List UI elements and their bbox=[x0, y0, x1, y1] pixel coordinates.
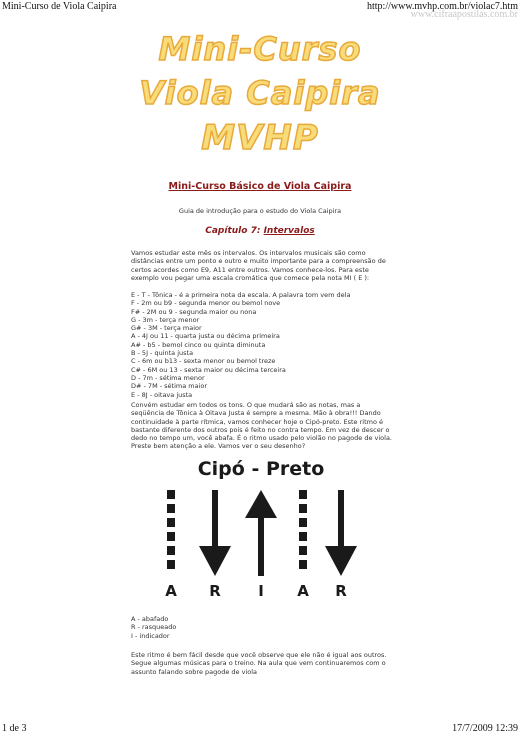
print-header-title: Mini-Curso de Viola Caipira bbox=[2, 1, 117, 12]
chapter-heading bbox=[0, 226, 520, 236]
interval-item: F - 2m ou b9 - segunda menor ou bemol nove bbox=[131, 299, 281, 308]
up-arrow-icon bbox=[245, 490, 277, 576]
legend-item: R - rasqueado bbox=[131, 623, 177, 632]
print-timestamp: 17/7/2009 12:39 bbox=[452, 723, 518, 734]
legend-item: A - abafado bbox=[131, 615, 169, 623]
closing-paragraph: Este ritmo é bem fácil desde que você observe que ele não é igual aos outros. Segue algumas músicas para o treino. Na aula que vem continuaremos com o assunto falando sobre pagode de viola bbox=[131, 651, 387, 676]
rhythm-paragraph: Convém estudar em todos os tons. O que mudará são as notas, mas a seqüência de Tônica à Oitava Justa é sempre a mesma. Mão à obra!!! Dando continuidade à parte rítmica, vamos conhecer hoje o Cipó-preto. Este ritmo é bastante diferente dos outros pois é feito no contra tempo. Em vez de descer o dedo no tempo um, você abafa. É o ritmo usado pelo violão no pagode de viola. Preste bem atenção a ele. Vamos ver o seu desenho? bbox=[131, 401, 392, 451]
down-arrow-icon bbox=[325, 490, 357, 576]
down-arrow-icon bbox=[199, 490, 231, 576]
intro-paragraph: Vamos estudar este mês os intervalos. Os intervalos musicais são como distâncias entre um ponto e outro e muito importante para a compreensão de certos acordes como E9, A11 entre outros. Vamos conhece-los. Para este exemplo vou pegar uma escala cromática que comece pela nota MI ( E ): bbox=[131, 249, 386, 282]
interval-item: E - 8J - oitava justa bbox=[131, 390, 193, 399]
dashed-bar-left bbox=[167, 490, 175, 569]
strum-letter: A bbox=[165, 582, 177, 600]
interval-item: C# - 6M ou 13 - sexta maior ou décima terceira bbox=[131, 365, 286, 374]
diagram-title: Cipó - Preto bbox=[197, 458, 325, 480]
page-subtitle: Guia de introdução para o estudo do Viola Caipira bbox=[178, 207, 342, 215]
strum-letters bbox=[163, 582, 359, 602]
chapter-prefix: Capítulo 7: bbox=[205, 226, 264, 236]
banner-line-2: Viola Caipira bbox=[139, 74, 381, 112]
strum-letter: I bbox=[258, 582, 264, 600]
banner-logo bbox=[135, 30, 385, 168]
interval-list bbox=[131, 291, 393, 399]
interval-item: A# - b5 - bemol cinco ou quinta diminuta bbox=[131, 340, 266, 349]
banner-line-1: Mini-Curso bbox=[158, 30, 362, 68]
chapter-name: Intervalos bbox=[263, 226, 315, 236]
watermark: www.cifraapostilas.com.br bbox=[410, 9, 518, 20]
legend-item: I - indicador bbox=[131, 631, 170, 640]
banner-line-3: MVHP bbox=[201, 118, 319, 158]
interval-item: A - 4J ou 11 - quarta justa ou décima primeira bbox=[131, 332, 280, 341]
dashed-bar-right bbox=[299, 490, 307, 569]
interval-item: E - T - Tônica - é a primeira nota da escala. A palavra tom vem dela bbox=[131, 291, 351, 299]
strum-letter: A bbox=[297, 582, 309, 600]
interval-item: D# - 7M - sétima maior bbox=[131, 382, 208, 391]
strum-letter: R bbox=[209, 582, 221, 600]
interval-item: D - 7m - sétima menor bbox=[131, 373, 205, 382]
page-counter: 1 de 3 bbox=[2, 723, 27, 734]
interval-item: G - 3m - terça menor bbox=[131, 315, 200, 324]
interval-item: C - 6m ou b13 - sexta menor ou bemol treze bbox=[131, 357, 276, 366]
interval-item: F# - 2M ou 9 - segunda maior ou nona bbox=[131, 307, 257, 316]
print-header-url: http://www.mvhp.com.br/violac7.htm bbox=[366, 1, 518, 12]
rhythm-diagram bbox=[163, 458, 359, 602]
strum-letter: R bbox=[335, 582, 347, 600]
diagram-legend bbox=[131, 615, 393, 640]
interval-item: B - 5J - quinta justa bbox=[131, 349, 194, 358]
strum-pattern-svg bbox=[163, 488, 359, 580]
interval-item: G# - 3M - terça maior bbox=[131, 324, 202, 333]
page-title[interactable]: Mini-Curso Básico de Viola Caipira bbox=[168, 181, 352, 192]
